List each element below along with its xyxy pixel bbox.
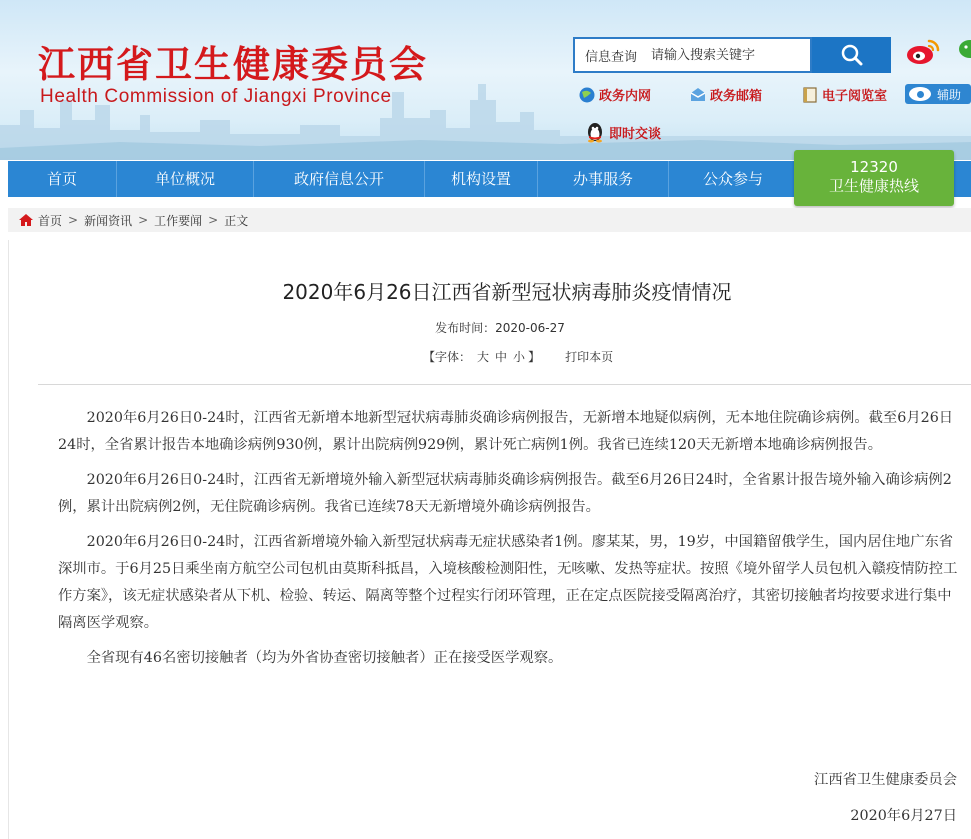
- hotline-badge[interactable]: [794, 150, 954, 206]
- font-size-label: 【字体：: [423, 350, 472, 364]
- search-button[interactable]: [812, 37, 891, 73]
- accessibility-label: 辅助: [937, 87, 962, 102]
- hotline-number: 12320: [850, 158, 898, 176]
- article-signature-date: 2020年6月27日: [850, 808, 957, 824]
- quick-link-label: 电子阅览室: [822, 89, 888, 104]
- publish-date: [0, 319, 971, 336]
- breadcrumb: [8, 208, 971, 232]
- font-size-close: 】: [528, 350, 541, 364]
- breadcrumb-home[interactable]: 首页: [38, 213, 63, 228]
- article-paragraph: 全省现有46名密切接触者（均为外省协查密切接触者）正在接受医学观察。: [86, 650, 563, 666]
- breadcrumb-news[interactable]: 新闻资讯: [84, 213, 133, 228]
- nav-item-overview[interactable]: 单位概况: [117, 161, 254, 197]
- chevron-right-icon: >: [68, 213, 79, 227]
- article-paragraph: 2020年6月26日0-24时，江西省新增境外输入新型冠状病毒无症状感染者1例。廖某某，男，19岁，中国籍留俄学生，国内居住地广东省深圳市。于6月25日乘坐南方航空公司包机由莫斯科抵昌，入境核酸检测阳性，无咳嗽、发热等症状。按照《境外留学人员包机入赣疫情防控工作方案》，该无症状感染者从下机、检验、转运、隔离等整个过程实行闭环管理，正在定点医院接受隔离治疗，其密切接触者均按要求进行集中隔离医学观察。: [58, 534, 958, 631]
- search-box: [573, 37, 812, 73]
- article-signature: 江西省卫生健康委员会: [814, 772, 957, 788]
- nav-item-public-participation[interactable]: 公众参与: [702, 170, 763, 188]
- nav-item-home[interactable]: 首页: [8, 161, 117, 197]
- weibo-icon[interactable]: [905, 36, 941, 66]
- hotline-label: 卫生健康热线: [828, 177, 919, 195]
- accessibility-button[interactable]: [905, 84, 971, 104]
- home-icon: [18, 213, 34, 227]
- search-icon: [841, 44, 863, 66]
- quick-link-gov-mail[interactable]: [689, 85, 762, 104]
- quick-link-label: 政务邮箱: [710, 89, 763, 104]
- site-header: [0, 0, 971, 160]
- quick-link-label: 政务内网: [599, 89, 652, 104]
- publish-label: 发布时间：: [435, 321, 496, 335]
- site-title-cn[interactable]: 江西省卫生健康委员会: [38, 42, 428, 86]
- chevron-right-icon: >: [208, 213, 219, 227]
- article-paragraph: 2020年6月26日0-24时，江西省无新增本地新型冠状病毒肺炎确诊病例报告，无新增本地疑似病例，无本地住院确诊病例。截至6月26日24时，全省累计报告本地确诊病例930例，累计出院病例929例，累计死亡病例1例。我省已连续120天无新增本地确诊病例报告。: [58, 410, 954, 453]
- print-button[interactable]: 打印本页: [565, 350, 614, 364]
- nav-item-services[interactable]: 办事服务: [538, 161, 669, 197]
- qq-penguin-icon: [584, 121, 606, 143]
- quick-link-e-reading-room[interactable]: [801, 85, 887, 104]
- quick-link-instant-chat[interactable]: [584, 121, 661, 143]
- nav-item-gov-info[interactable]: 政府信息公开: [254, 161, 425, 197]
- article-tools: [423, 348, 616, 365]
- chevron-right-icon: >: [138, 213, 149, 227]
- article-paragraph: 2020年6月26日0-24时，江西省无新增境外输入新型冠状病毒肺炎确诊病例报告。截至6月26日24时，全省累计报告境外输入确诊病例2例，累计出院病例2例，无住院确诊病例。我省已连续78天无新增境外确诊病例报告。: [58, 472, 952, 515]
- quick-link-label: 即时交谈: [609, 126, 662, 142]
- mail-icon: [689, 86, 707, 104]
- search-input[interactable]: [649, 47, 793, 64]
- font-size-large[interactable]: 大: [477, 350, 490, 364]
- breadcrumb-work-news[interactable]: 工作要闻: [154, 213, 203, 228]
- quick-link-gov-intranet[interactable]: [578, 85, 651, 104]
- breadcrumb-current: 正文: [224, 213, 249, 228]
- search-label: 信息查询: [585, 49, 638, 65]
- globe-icon: [578, 86, 596, 104]
- article-body: [58, 405, 958, 680]
- font-size-small[interactable]: 小: [513, 350, 526, 364]
- eye-icon: [909, 87, 931, 101]
- site-title-en: Health Commission of Jiangxi Province: [40, 86, 392, 107]
- article-title: 2020年6月26日江西省新型冠状病毒肺炎疫情情况: [282, 280, 732, 304]
- font-size-medium[interactable]: 中: [495, 350, 508, 364]
- divider: [38, 384, 971, 385]
- book-icon: [801, 86, 819, 104]
- wechat-icon[interactable]: [956, 38, 971, 64]
- nav-item-organization[interactable]: 机构设置: [425, 161, 538, 197]
- publish-date-value: 2020-06-27: [495, 321, 565, 335]
